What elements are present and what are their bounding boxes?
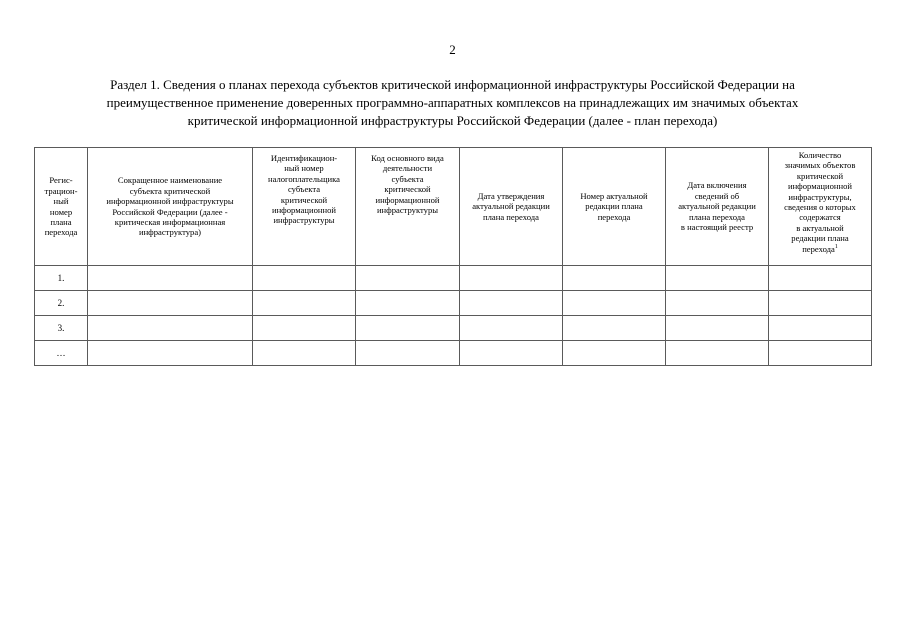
- header-line: информационной: [375, 194, 440, 205]
- header-line: Номер актуальной: [580, 190, 648, 201]
- section-title-line-2: преимущественное применение доверенных программно-аппаратных комплексов на принадлежащих им значимых объектах: [106, 95, 799, 110]
- table-header-row: [35, 148, 872, 266]
- table-cell: [88, 291, 253, 316]
- table-cell: [253, 266, 356, 291]
- row-number-cell: 3.: [35, 316, 88, 341]
- header-line: информационной: [271, 205, 336, 216]
- table-row: [35, 316, 872, 341]
- header-revision-number: [563, 148, 666, 266]
- header-line: в настоящий реестр: [680, 222, 754, 233]
- header-approval-date: [460, 148, 563, 266]
- header-line: редакции плана: [791, 233, 849, 244]
- row-number-cell: …: [35, 341, 88, 366]
- table-cell: [253, 291, 356, 316]
- table-cell: [563, 341, 666, 366]
- table-cell: [460, 266, 563, 291]
- header-line: в актуальной: [796, 222, 844, 233]
- footnote-mark: 1: [834, 243, 838, 250]
- header-line: Код основного вида: [371, 153, 444, 163]
- header-significant-objects-count: [769, 148, 872, 266]
- header-line: Дата утверждения: [477, 190, 545, 201]
- section-title: [40, 76, 865, 130]
- header-line: плана: [50, 216, 72, 227]
- header-line: инфраструктуры: [376, 205, 439, 216]
- table-cell: [563, 316, 666, 341]
- header-line: ный: [53, 196, 69, 207]
- table-cell: [460, 316, 563, 341]
- header-line: инфраструктуры: [273, 215, 335, 226]
- header-line: инфраструктуры,: [788, 191, 852, 202]
- header-taxpayer-id: [253, 148, 356, 266]
- table-cell: [666, 266, 769, 291]
- table-cell: [356, 316, 460, 341]
- header-line: Российской Федерации (далее -: [112, 206, 228, 217]
- table-cell: [88, 316, 253, 341]
- header-line: критической: [796, 170, 844, 181]
- table-cell: [460, 341, 563, 366]
- header-line: значимых объектов: [784, 160, 856, 171]
- header-line: сведений об: [694, 190, 740, 201]
- header-line: перехода$^1$: [802, 243, 838, 254]
- header-line: информационной инфраструктуры: [106, 196, 234, 207]
- header-line: налогоплательщика: [267, 173, 340, 184]
- header-line: Идентификацион-: [270, 153, 338, 163]
- header-line: содержатся: [799, 212, 841, 223]
- table-cell: [769, 341, 872, 366]
- table-cell: [88, 266, 253, 291]
- header-line: деятельности: [382, 163, 433, 174]
- header-registration-number: [35, 148, 88, 266]
- table-cell: [563, 291, 666, 316]
- header-line: критической: [280, 194, 328, 205]
- transition-plans-table: [34, 147, 872, 366]
- table-cell: [563, 266, 666, 291]
- header-line: субъекта критической: [129, 185, 211, 196]
- header-line: номер: [49, 206, 73, 217]
- header-line: плана перехода: [483, 211, 539, 222]
- header-line: инфраструктура): [138, 227, 201, 238]
- row-number-cell: 2.: [35, 291, 88, 316]
- header-line: Регис-: [49, 175, 73, 186]
- page-number: 2: [449, 42, 456, 57]
- header-line: информационной: [787, 181, 852, 192]
- header-line: Сокращенное наименование: [117, 175, 223, 186]
- table-cell: [666, 316, 769, 341]
- header-line: ный номер: [284, 163, 324, 174]
- table-cell: [356, 341, 460, 366]
- header-line: критическая информационная: [114, 216, 226, 227]
- table-cell: [356, 291, 460, 316]
- table-cell: [356, 266, 460, 291]
- header-line: трацион-: [44, 185, 78, 196]
- header-line: субъекта: [391, 173, 424, 184]
- table-cell: [769, 266, 872, 291]
- table-cell: [253, 316, 356, 341]
- table-row: [35, 341, 872, 366]
- section-title-line-3: критической информационной инфраструктуры Российской Федерации (далее - план перехода): [187, 113, 718, 128]
- table-cell: [769, 316, 872, 341]
- table-cell: [253, 341, 356, 366]
- header-line: перехода: [597, 211, 631, 222]
- table-cell: [666, 291, 769, 316]
- table-cell: [88, 341, 253, 366]
- header-line: актуальной редакции: [678, 201, 756, 212]
- header-line: перехода: [44, 227, 78, 238]
- table-row: [35, 266, 872, 291]
- header-line: плана перехода: [689, 211, 745, 222]
- header-activity-code: [356, 148, 460, 266]
- header-line: редакции плана: [585, 201, 643, 212]
- header-subject-short-name: [88, 148, 253, 266]
- header-line: Количество: [798, 150, 842, 160]
- table-cell: [666, 341, 769, 366]
- section-title-line-1: Раздел 1. Сведения о планах перехода субъектов критической информационной инфраструктуры Российской Федерации на: [110, 77, 795, 92]
- header-line: сведения о которых: [784, 202, 856, 213]
- table-cell: [769, 291, 872, 316]
- header-inclusion-date: [666, 148, 769, 266]
- row-number-cell: 1.: [35, 266, 88, 291]
- header-line: актуальной редакции: [472, 201, 550, 212]
- header-line: субъекта: [287, 184, 321, 195]
- table-row: [35, 291, 872, 316]
- table-cell: [460, 291, 563, 316]
- header-line: Дата включения: [687, 180, 747, 191]
- header-line: критической: [384, 184, 431, 195]
